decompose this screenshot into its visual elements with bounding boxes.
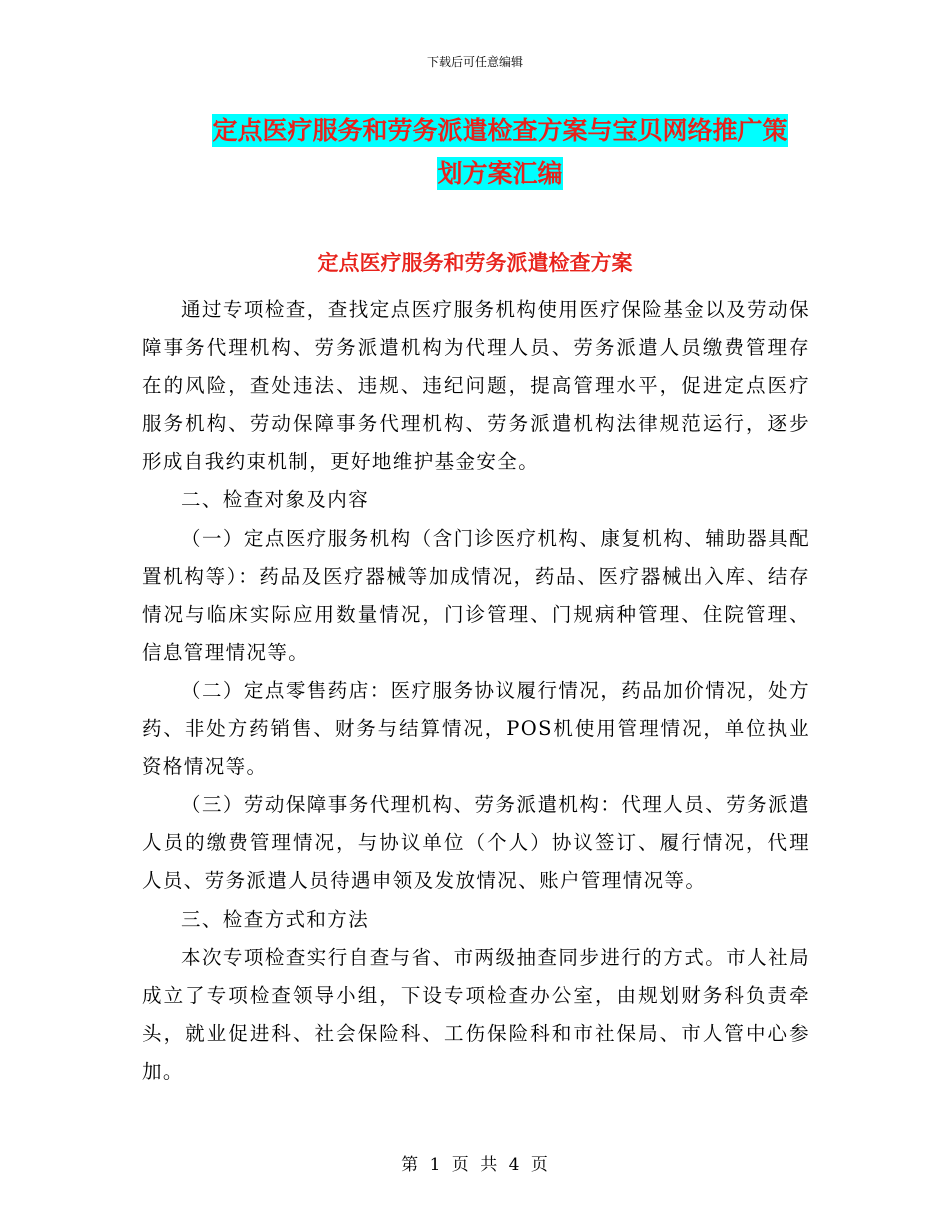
document-title-text-1: 定点医疗服务和劳务派遣检查方案与宝贝网络推广策 — [212, 116, 788, 145]
document-title-line-1 — [150, 113, 850, 149]
document-title-text-2: 划方案汇编 — [437, 159, 563, 188]
paragraph-methods: 本次专项检查实行自查与省、市两级抽查同步进行的方式。市人社局成立了专项检查领导小组，下设专项检查办公室，由规划财务科负责牵头，就业促进科、社会保险科、工伤保险科和市社保局、市人管中心参加。 — [142, 945, 810, 1083]
paragraph-item-2: （二）定点零售药店：医疗服务协议履行情况，药品加价情况，处方药、非处方药销售、财务与结算情况，POS机使用管理情况，单位执业资格情况等。 — [142, 678, 810, 779]
page-number-footer: 第 1 页 共 4 页 — [401, 1155, 549, 1175]
paragraph-intro: 通过专项检查，查找定点医疗服务机构使用医疗保险基金以及劳动保障事务代理机构、劳务派遣机构为代理人员、劳务派遣人员缴费管理存在的风险，查处违法、违规、违纪问题，提高管理水平，促进定点医疗服务机构、劳动保障事务代理机构、劳务派遣机构法律规范运行，逐步形成自我约束机制，更好地维护基金安全。 — [142, 298, 810, 474]
paragraph-item-1: （一）定点医疗服务机构（含门诊医疗机构、康复机构、辅助器具配置机构等）：药品及医疗器械等加成情况，药品、医疗器械出入库、结存情况与临床实际应用数量情况，门诊管理、门规病种管理、住院管理、信息管理情况等。 — [142, 526, 810, 664]
paragraph-item-3: （三）劳动保障事务代理机构、劳务派遣机构：代理人员、劳务派遣人员的缴费管理情况，与协议单位（个人）协议签订、履行情况，代理人员、劳务派遣人员待遇申领及发放情况、账户管理情况等。 — [142, 793, 810, 893]
document-title-line-2 — [150, 156, 850, 192]
page-header-note: 下载后可任意编辑 — [426, 55, 523, 69]
section-title: 定点医疗服务和劳务派遣检查方案 — [317, 251, 633, 275]
heading-check-objects: 二、检查对象及内容 — [181, 488, 370, 512]
document-body — [142, 291, 810, 1091]
heading-check-methods: 三、检查方式和方法 — [181, 907, 370, 931]
